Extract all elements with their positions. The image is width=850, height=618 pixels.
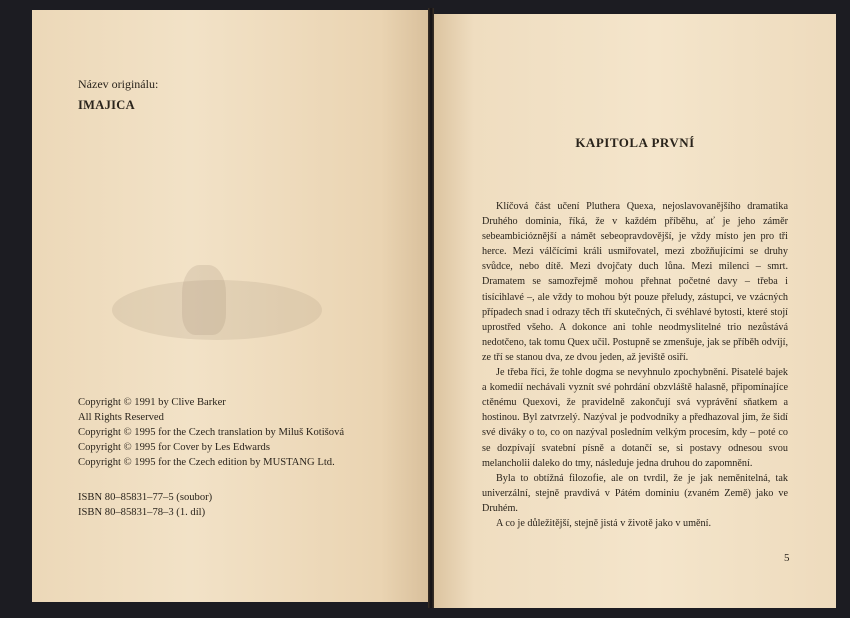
page-number: 5 (784, 552, 790, 564)
paragraph: Je třeba říci, že tohle dogma se nevyhnulo zpochybnění. Pisatelé bajek a komedií nechávali vyznít své pohrdání obzvláště halasně, připomínajíce ctěnému Quexovi, že pravidelně zakončují svá vyprávění sňatkem a hostinou. Byl zatvrzelý. Nazýval je podvodníky a předhazoval jim, že šidí své diváky o to, co on nazýval posledním velkým procesím, kdy – poté co se dozpívají svatební písně a dotančí se, si postavy odnesou svou melancholii daleko do tmy, následuje jedna druhou do zapomnění. (482, 367, 788, 469)
isbn-block (78, 490, 212, 520)
paragraph: Klíčová část učení Pluthera Quexa, nejoslavovanějšího dramatika Druhého dominia, říká, že v každém příběhu, ať je jeho záměr sebeambicióznější a námět sebeopravdovější, je vždy místo jen pro tři herce. Mezi válčícími králi usmiřovatel, mezi zbožňujícími se druhy svůdce, nebo dítě. Mezi dvojčaty duch lůna. Mezi milenci – smrt. Dramatem se samozřejmě mohou přehnat početné davy – třeba i tisícihlavé –, ale vždy to mohou být pouze přeludy, zástupci, ve vzácných případech snad i odrazy těch tří skutečných, či svéhlavé bytosti, které stojí uprostřed všeho. A dokonce ani tohle neodmyslitelné trio nezůstává nedotčeno, tak tomu Quex učil. Postupně se zmenšuje, jak se příběh odvíjí, ze tří se stanou dva, ze dvou jeden, až jeviště osiří. (482, 201, 788, 363)
original-title: IMAJICA (78, 98, 135, 112)
chapter-title: KAPITOLA PRVNÍ (575, 135, 695, 150)
copyright-credits (78, 395, 344, 470)
right-page (434, 14, 836, 608)
isbn-line: ISBN 80–85831–77–5 (soubor) (78, 492, 213, 503)
credit-line: Copyright © 1995 for Cover by Les Edwards (78, 442, 270, 453)
original-title-label: Název originálu: (78, 77, 159, 91)
cover-showthrough-number (182, 265, 226, 335)
credit-line: Copyright © 1991 by Clive Barker (78, 397, 226, 408)
isbn-line: ISBN 80–85831–78–3 (1. díl) (78, 507, 206, 518)
credit-line: Copyright © 1995 for the Czech translation by Miluš Kotišová (78, 427, 345, 438)
credit-line: All Rights Reserved (78, 412, 164, 423)
chapter-body (482, 199, 788, 531)
credit-line: Copyright © 1995 for the Czech edition by MUSTANG Ltd. (78, 457, 335, 468)
paragraph: Byla to obtížná filozofie, ale on tvrdil, že je jak neměnitelná, tak univerzální, stejně pravdivá v Pátém dominiu (zvaném Země) jako ve Druhém. (482, 472, 788, 514)
left-page (32, 10, 429, 602)
paragraph: A co je důležitější, stejně jistá v životě jako v umění. (496, 517, 712, 529)
